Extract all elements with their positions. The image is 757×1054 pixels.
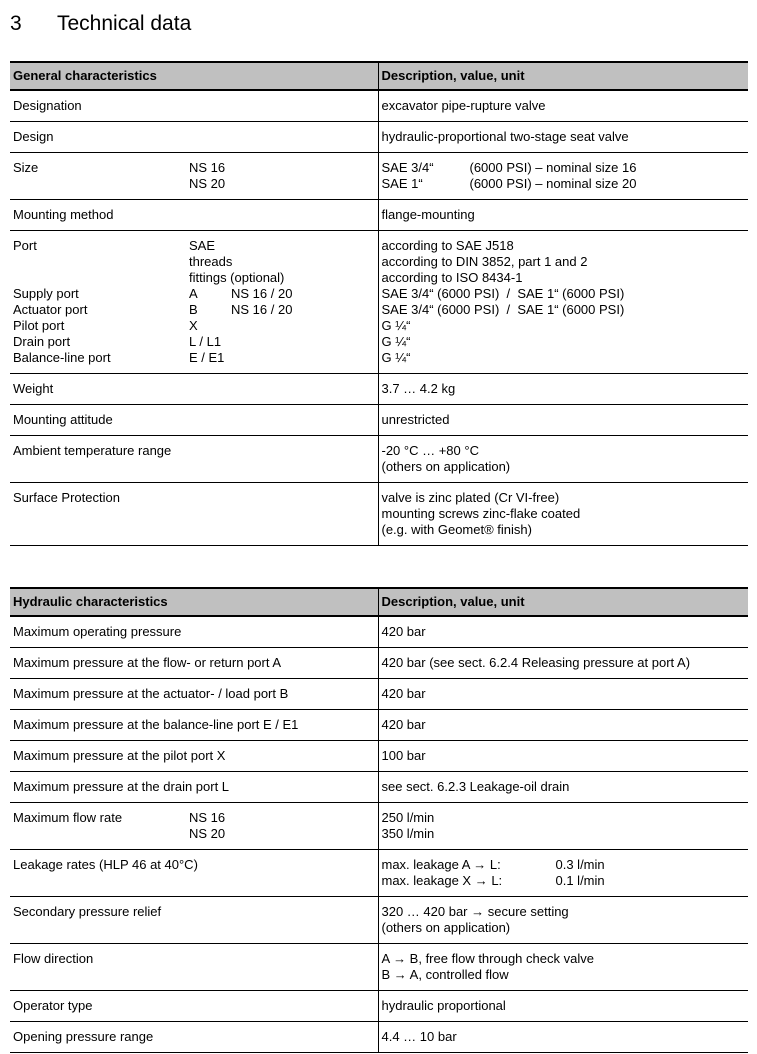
general-characteristics-table [10,61,748,546]
value-cell-text: 420 bar [381,624,426,639]
characteristic-cell-text [13,176,189,192]
value-cell-text: (others on application) [381,459,511,474]
value-cell [378,772,748,803]
characteristic-cell-text: threads [189,254,233,269]
table-row [10,648,748,679]
value-cell-text: A → B, free flow through check valve [381,951,594,966]
value-cell-text: SAE 3/4“ (6000 PSI) / SAE 1“ (6000 PSI) [381,286,625,301]
characteristic-cell [10,803,378,850]
general-characteristics-header: General characteristics [10,62,378,90]
characteristic-cell [10,897,378,944]
characteristic-cell-text: Balance-line port [13,350,111,365]
value-cell-text: G ¼“ [381,334,411,349]
characteristic-cell-text: Pilot port [13,318,65,333]
value-cell-text: (others on application) [381,920,511,935]
page-title [10,12,748,36]
table-row [10,679,748,710]
value-cell-text: flange-mounting [381,207,475,222]
characteristic-cell-text: L / L1 [189,334,222,349]
table-row [10,122,748,153]
section-number: 3 [10,12,22,35]
characteristic-cell-text: SAE [189,238,216,253]
value-cell [378,897,748,944]
value-cell [378,200,748,231]
characteristic-cell-text: Secondary pressure relief [13,904,162,919]
value-cell-text: SAE 3/4“ (6000 PSI) / SAE 1“ (6000 PSI) [381,302,625,317]
value-cell-text: 0.1 l/min [555,873,605,888]
characteristic-cell [10,679,378,710]
value-cell-text: see sect. 6.2.3 Leakage-oil drain [381,779,570,794]
characteristic-cell [10,122,378,153]
characteristic-cell [10,944,378,991]
characteristic-cell-text: Size [13,160,39,175]
characteristic-cell-text: NS 20 [189,176,226,191]
characteristic-cell [10,741,378,772]
characteristic-cell-text: Mounting attitude [13,412,113,427]
value-cell [378,436,748,483]
characteristic-cell-text: Maximum pressure at the flow- or return port A [13,655,282,670]
value-cell [378,374,748,405]
characteristic-cell [10,710,378,741]
value-cell-text: SAE 1“ [381,176,423,191]
value-cell-text: 4.4 … 10 bar [381,1029,457,1044]
characteristic-cell [10,991,378,1022]
characteristic-cell-text: Opening pressure range [13,1029,154,1044]
characteristic-cell-text [13,254,189,270]
characteristic-cell-text: Maximum pressure at the balance-line port E / E1 [13,717,299,732]
value-cell [378,648,748,679]
value-cell-text: according to SAE J518 [381,238,514,253]
value-cell-text: 420 bar [381,717,426,732]
characteristic-cell [10,436,378,483]
hydraulic-characteristics-body [10,616,748,1053]
table-row [10,200,748,231]
value-cell-text: (6000 PSI) – nominal size 16 [469,160,637,175]
characteristic-cell-text: Port [13,238,37,253]
characteristic-cell-text: Flow direction [13,951,94,966]
table-row [10,616,748,648]
value-cell [378,803,748,850]
characteristic-cell-text: X [189,318,198,333]
characteristic-cell-text: A [189,286,198,301]
general-characteristics-body [10,90,748,546]
value-cell [378,679,748,710]
characteristic-cell-text: Actuator port [13,302,88,317]
characteristic-cell-text: Maximum operating pressure [13,624,182,639]
value-cell-text: (e.g. with Geomet® finish) [381,522,532,537]
characteristic-cell-text: Weight [13,381,54,396]
value-cell [378,710,748,741]
value-cell-text: unrestricted [381,412,450,427]
characteristic-cell-text: NS 16 / 20 [231,302,293,317]
hydraulic-characteristics-table [10,587,748,1053]
table-row [10,374,748,405]
characteristic-cell-text: Maximum pressure at the drain port L [13,779,230,794]
value-cell [378,850,748,897]
value-cell-text: hydraulic-proportional two-stage seat valve [381,129,629,144]
value-cell-text: 250 l/min [381,810,435,825]
value-cell-text: 100 bar [381,748,426,763]
characteristic-cell-text: Mounting method [13,207,114,222]
characteristic-cell-text: NS 16 [189,160,226,175]
value-cell [378,122,748,153]
characteristic-cell-text: Operator type [13,998,93,1013]
value-cell [378,944,748,991]
value-cell-text: 350 l/min [381,826,435,841]
characteristic-cell-text [13,826,189,842]
value-cell-text: mounting screws zinc-flake coated [381,506,581,521]
table-row [10,153,748,200]
characteristic-cell-text: B [189,302,198,317]
table-header-row [10,588,748,616]
value-cell-text: B → A, controlled flow [381,967,509,982]
characteristic-cell-text: NS 16 [189,810,226,825]
table-row [10,803,748,850]
table-row [10,741,748,772]
characteristic-cell [10,405,378,436]
characteristic-cell-text: NS 16 / 20 [231,286,293,301]
value-cell-text: hydraulic proportional [381,998,506,1013]
value-cell-text: according to DIN 3852, part 1 and 2 [381,254,588,269]
section-title-text: Technical data [57,12,192,35]
hydraulic-characteristics-header: Hydraulic characteristics [10,588,378,616]
value-cell [378,991,748,1022]
characteristic-cell-text: Leakage rates (HLP 46 at 40°C) [13,857,198,872]
characteristic-cell [10,374,378,405]
table-row [10,483,748,546]
value-cell-text: 420 bar [381,686,426,701]
description-value-unit-header: Description, value, unit [378,588,748,616]
value-cell-text: according to ISO 8434-1 [381,270,523,285]
value-cell-text: 420 bar (see sect. 6.2.4 Releasing pressure at port A) [381,655,691,670]
table-row [10,897,748,944]
table-row [10,405,748,436]
value-cell-text: 3.7 … 4.2 kg [381,381,456,396]
characteristic-cell [10,153,378,200]
description-value-unit-header: Description, value, unit [378,62,748,90]
characteristic-cell [10,200,378,231]
characteristic-cell [10,231,378,374]
value-cell-text: excavator pipe-rupture valve [381,98,546,113]
characteristic-cell [10,616,378,648]
characteristic-cell [10,1022,378,1053]
value-cell-text: -20 °C … +80 °C [381,443,479,458]
characteristic-cell-text: Designation [13,98,82,113]
value-cell-text: SAE 3/4“ [381,160,434,175]
table-row [10,944,748,991]
characteristic-cell-text: E / E1 [189,350,225,365]
characteristic-cell [10,850,378,897]
characteristic-cell-text: fittings (optional) [189,270,285,285]
value-cell [378,483,748,546]
value-cell-text: valve is zinc plated (Cr VI-free) [381,490,560,505]
characteristic-cell-text: Design [13,129,54,144]
value-cell [378,616,748,648]
characteristic-cell [10,90,378,122]
characteristic-cell-text: Ambient temperature range [13,443,172,458]
table-row [10,850,748,897]
characteristic-cell [10,772,378,803]
table-row [10,772,748,803]
table-row [10,90,748,122]
value-cell [378,90,748,122]
table-row [10,991,748,1022]
characteristic-cell [10,648,378,679]
characteristic-cell-text: NS 20 [189,826,226,841]
value-cell-text: 320 … 420 bar → secure setting [381,904,569,919]
table-row [10,231,748,374]
characteristic-cell-text: Drain port [13,334,71,349]
value-cell [378,1022,748,1053]
value-cell [378,231,748,374]
characteristic-cell [10,483,378,546]
table-row [10,710,748,741]
value-cell-text: (6000 PSI) – nominal size 20 [469,176,637,191]
table-row [10,1022,748,1053]
characteristic-cell-text: Maximum flow rate [13,810,123,825]
table-header-row [10,62,748,90]
value-cell-text: G ¼“ [381,318,411,333]
value-cell [378,741,748,772]
characteristic-cell-text: Supply port [13,286,79,301]
table-row [10,436,748,483]
characteristic-cell-text: Maximum pressure at the actuator- / load port B [13,686,289,701]
characteristic-cell-text: Surface Protection [13,490,120,505]
characteristic-cell-text: Maximum pressure at the pilot port X [13,748,226,763]
value-cell [378,153,748,200]
value-cell-text: G ¼“ [381,350,411,365]
value-cell-text: max. leakage X → L: [381,873,503,888]
value-cell [378,405,748,436]
value-cell-text: max. leakage A → L: [381,857,501,872]
value-cell-text: 0.3 l/min [555,857,605,872]
characteristic-cell-text [13,270,189,286]
